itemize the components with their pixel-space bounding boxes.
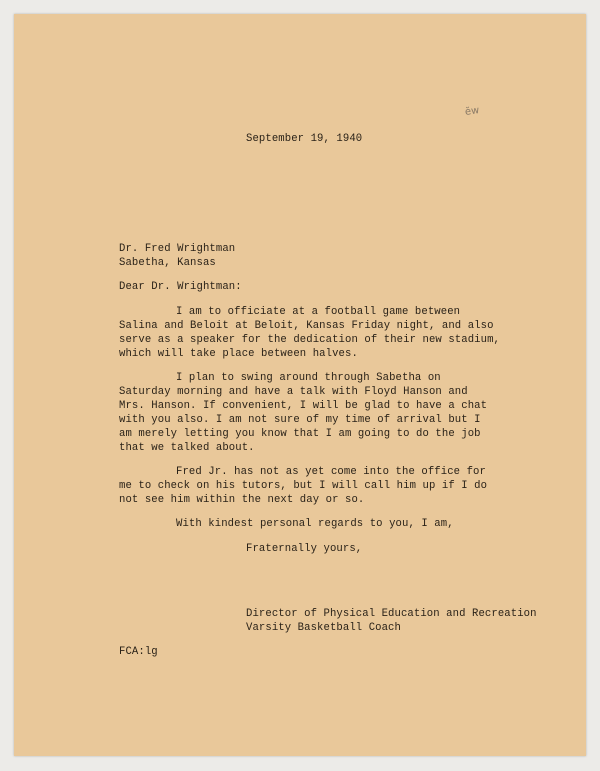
letter-page (14, 14, 586, 756)
recipient-city: Sabetha, Kansas (119, 257, 216, 269)
recipient-name: Dr. Fred Wrightman (119, 243, 236, 255)
paragraph-3-line-3: not see him within the next day or so. (119, 494, 365, 506)
corner-mark: ĕw (464, 105, 481, 118)
paragraph-2-line-1: I plan to swing around through Sabetha on (176, 372, 441, 384)
closing-line: With kindest personal regards to you, I am, (176, 518, 454, 530)
paragraph-2-line-4: with you also. I am not sure of my time of arrival but I (119, 414, 481, 426)
paragraph-2-line-2: Saturday morning and have a talk with Floyd Hanson and (119, 386, 468, 398)
paragraph-1-line-1: I am to officiate at a football game between (176, 306, 461, 318)
paragraph-2-line-3: Mrs. Hanson. If convenient, I will be glad to have a chat (119, 400, 488, 412)
paragraph-1-line-3: serve as a speaker for the dedication of their new stadium, (119, 334, 500, 346)
letter-date: September 19, 1940 (246, 133, 363, 145)
signature-title-2: Varsity Basketball Coach (246, 622, 401, 634)
paragraph-2-line-6: that we talked about. (119, 442, 255, 454)
paragraph-3-line-2: me to check on his tutors, but I will call him up if I do (119, 480, 488, 492)
typist-initials: FCA:lg (119, 646, 158, 658)
paragraph-2-line-5: am merely letting you know that I am going to do the job (119, 428, 481, 440)
signature-title-1: Director of Physical Education and Recreation (246, 608, 537, 620)
paragraph-1-line-4: which will take place between halves. (119, 348, 358, 360)
salutation: Dear Dr. Wrightman: (119, 281, 242, 293)
paragraph-3-line-1: Fred Jr. has not as yet come into the office for (176, 466, 486, 478)
paragraph-1-line-2: Salina and Beloit at Beloit, Kansas Friday night, and also (119, 320, 494, 332)
valediction: Fraternally yours, (246, 543, 363, 555)
